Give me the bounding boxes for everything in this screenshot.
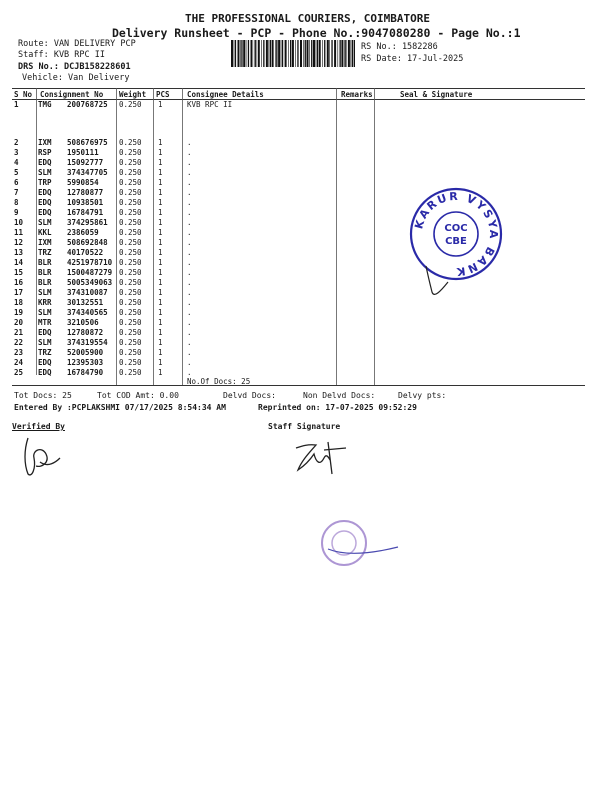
weight-cell: 0.250 — [119, 288, 142, 297]
consignment-prefix: EDQ — [38, 358, 52, 367]
pcs-cell: 1 — [158, 288, 163, 297]
col-consignee: Consignee Details — [187, 90, 264, 99]
company-title: THE PROFESSIONAL COURIERS, COIMBATORE — [185, 12, 431, 25]
table-row — [12, 158, 372, 168]
delvd-docs: Delvd Docs: — [223, 391, 276, 400]
weight-cell: 0.250 — [119, 228, 142, 237]
weight-cell: 0.250 — [119, 298, 142, 307]
weight-cell: 0.250 — [119, 268, 142, 277]
consignment-number: 374295861 — [67, 218, 108, 227]
table-row — [12, 358, 372, 368]
pcs-cell: 1 — [158, 228, 163, 237]
weight-cell: 0.250 — [119, 178, 142, 187]
table-row — [12, 228, 372, 238]
consignment-number: 200768725 — [67, 100, 108, 109]
weight-cell: 0.250 — [119, 258, 142, 267]
sno-cell: 15 — [14, 268, 24, 277]
table-row — [12, 288, 372, 298]
table-row — [12, 318, 372, 328]
sno-cell: 14 — [14, 258, 24, 267]
consignee-cell: . — [187, 208, 192, 217]
col-weight: Weight — [119, 90, 147, 99]
staff-signature-mark — [288, 436, 352, 480]
table-row — [12, 168, 372, 178]
consignment-number: 30132551 — [67, 298, 104, 307]
consignment-prefix: SLM — [38, 308, 52, 317]
ink-stamp-smudge — [318, 513, 404, 579]
consignment-prefix: BLR — [38, 258, 52, 267]
weight-cell: 0.250 — [119, 368, 142, 377]
sno-cell: 5 — [14, 168, 19, 177]
table-row — [12, 178, 372, 188]
sno-cell: 17 — [14, 288, 24, 297]
consignment-number: 40170522 — [67, 248, 104, 257]
consignment-prefix: EDQ — [38, 328, 52, 337]
consignment-number: 1500487279 — [67, 268, 113, 277]
pcs-cell: 1 — [158, 268, 163, 277]
pcs-cell: 1 — [158, 368, 163, 377]
consignment-prefix: RSP — [38, 148, 52, 157]
consignment-prefix: EDQ — [38, 208, 52, 217]
col-remarks: Remarks — [341, 90, 373, 99]
consignee-cell: . — [187, 328, 192, 337]
pcs-cell: 1 — [158, 358, 163, 367]
route-label: Route: VAN DELIVERY PCP — [18, 39, 136, 49]
consignee-cell: . — [187, 278, 192, 287]
verified-by-label: Verified By — [12, 422, 65, 431]
consignment-prefix: BLR — [38, 268, 52, 277]
consignment-prefix: EDQ — [38, 188, 52, 197]
pcs-cell: 1 — [158, 178, 163, 187]
pcs-cell: 1 — [158, 148, 163, 157]
table-row — [12, 208, 372, 218]
consignee-cell: . — [187, 148, 192, 157]
consignment-number: 374347705 — [67, 168, 108, 177]
no-of-docs: No.Of Docs: 25 — [187, 377, 251, 386]
sno-cell: 20 — [14, 318, 24, 327]
sno-cell: 13 — [14, 248, 24, 257]
consignee-cell: . — [187, 248, 192, 257]
sno-cell: 23 — [14, 348, 24, 357]
vehicle-label: Vehicle: Van Delivery — [22, 73, 130, 83]
sno-cell: 3 — [14, 148, 19, 157]
pcs-cell: 1 — [158, 318, 163, 327]
pcs-cell: 1 — [158, 258, 163, 267]
pcs-cell: 1 — [158, 338, 163, 347]
consignee-cell: . — [187, 348, 192, 357]
pcs-cell: 1 — [158, 198, 163, 207]
sno-cell: 11 — [14, 228, 24, 237]
consignment-number: 374340565 — [67, 308, 108, 317]
weight-cell: 0.250 — [119, 100, 142, 109]
consignment-prefix: SLM — [38, 218, 52, 227]
consignment-number: 3210506 — [67, 318, 99, 327]
tot-cod: Tot COD Amt: 0.00 — [97, 391, 179, 400]
consignment-rows — [12, 0, 372, 800]
consignee-cell: . — [187, 358, 192, 367]
sno-cell: 21 — [14, 328, 24, 337]
weight-cell: 0.250 — [119, 348, 142, 357]
pcs-cell: 1 — [158, 168, 163, 177]
sno-cell: 22 — [14, 338, 24, 347]
consignment-number: 508692848 — [67, 238, 108, 247]
consignment-number: 16784791 — [67, 208, 104, 217]
weight-cell: 0.250 — [119, 168, 142, 177]
col-consignment: Consignment No — [40, 90, 104, 99]
consignment-number: 5005349063 — [67, 278, 113, 287]
weight-cell: 0.250 — [119, 148, 142, 157]
col-seal: Seal & Signature — [400, 90, 473, 99]
consignee-cell: . — [187, 268, 192, 277]
table-row — [12, 148, 372, 158]
entered-by: Entered By :PCPLAKSHMI 07/17/2025 8:54:34 AM — [14, 403, 226, 412]
consignment-number: 508676975 — [67, 138, 108, 147]
consignment-number: 16784790 — [67, 368, 104, 377]
weight-cell: 0.250 — [119, 278, 142, 287]
tot-docs: Tot Docs: 25 — [14, 391, 72, 400]
consignment-prefix: TRP — [38, 178, 52, 187]
consignee-cell: . — [187, 168, 192, 177]
sno-cell: 19 — [14, 308, 24, 317]
consignment-prefix: SLM — [38, 338, 52, 347]
consignment-prefix: IXM — [38, 138, 52, 147]
sno-cell: 16 — [14, 278, 24, 287]
consignee-cell: . — [187, 368, 192, 377]
consignment-prefix: IXM — [38, 238, 52, 247]
weight-cell: 0.250 — [119, 158, 142, 167]
consignee-cell: . — [187, 308, 192, 317]
table-row — [12, 278, 372, 288]
table-row — [12, 188, 372, 198]
consignee-cell: . — [187, 218, 192, 227]
sno-cell: 1 — [14, 100, 19, 109]
sno-cell: 9 — [14, 208, 19, 217]
sno-cell: 7 — [14, 188, 19, 197]
consignee-cell: . — [187, 188, 192, 197]
table-row — [12, 238, 372, 248]
consignment-number: 374310087 — [67, 288, 108, 297]
consignment-number: 52005900 — [67, 348, 104, 357]
pcs-cell: 1 — [158, 100, 163, 109]
consignment-prefix: EDQ — [38, 158, 52, 167]
consignee-cell: . — [187, 298, 192, 307]
sno-cell: 25 — [14, 368, 24, 377]
stamp-center-bottom: CBE — [445, 236, 467, 247]
consignee-cell: KVB RPC II — [187, 100, 233, 109]
col-sno: S No — [14, 90, 33, 99]
consignment-number: 2386059 — [67, 228, 99, 237]
pcs-cell: 1 — [158, 278, 163, 287]
table-row — [12, 248, 372, 258]
runsheet-title: Delivery Runsheet - PCP - Phone No.:9047080280 - Page No.:1 — [112, 26, 521, 40]
pcs-cell: 1 — [158, 158, 163, 167]
table-row — [12, 138, 372, 148]
table-row — [12, 100, 372, 110]
consignment-number: 12780872 — [67, 328, 104, 337]
sno-cell: 18 — [14, 298, 24, 307]
sno-cell: 12 — [14, 238, 24, 247]
table-row — [12, 198, 372, 208]
sno-cell: 24 — [14, 358, 24, 367]
consignee-cell: . — [187, 338, 192, 347]
weight-cell: 0.250 — [119, 248, 142, 257]
weight-cell: 0.250 — [119, 138, 142, 147]
consignment-prefix: EDQ — [38, 368, 52, 377]
sno-cell: 8 — [14, 198, 19, 207]
staff-signature-label: Staff Signature — [268, 422, 341, 431]
table-row — [12, 338, 372, 348]
table-row — [12, 258, 372, 268]
pcs-cell: 1 — [158, 208, 163, 217]
non-delvd-docs: Non Delvd Docs: — [303, 391, 376, 400]
sno-cell: 2 — [14, 138, 19, 147]
consignment-prefix: TRZ — [38, 248, 52, 257]
consignment-prefix: MTR — [38, 318, 52, 327]
table-row — [12, 298, 372, 308]
weight-cell: 0.250 — [119, 208, 142, 217]
consignment-prefix: BLR — [38, 278, 52, 287]
consignment-prefix: KRR — [38, 298, 52, 307]
consignment-prefix: SLM — [38, 168, 52, 177]
pcs-cell: 1 — [158, 218, 163, 227]
consignment-number: 1950111 — [67, 148, 99, 157]
weight-cell: 0.250 — [119, 338, 142, 347]
consignment-number: 10938501 — [67, 198, 104, 207]
pcs-cell: 1 — [158, 138, 163, 147]
drs-number: DRS No.: DCJB158228601 — [18, 62, 131, 72]
consignee-cell: . — [187, 228, 192, 237]
table-row — [12, 218, 372, 228]
sno-cell: 6 — [14, 178, 19, 187]
pcs-cell: 1 — [158, 298, 163, 307]
table-row — [12, 268, 372, 278]
consignment-prefix: SLM — [38, 288, 52, 297]
consignment-prefix: TRZ — [38, 348, 52, 357]
consignment-prefix: TMG — [38, 100, 52, 109]
consignee-cell: . — [187, 178, 192, 187]
verifier-signature — [18, 432, 66, 480]
col-pcs: PCS — [156, 90, 170, 99]
weight-cell: 0.250 — [119, 198, 142, 207]
consignee-cell: . — [187, 238, 192, 247]
pcs-cell: 1 — [158, 348, 163, 357]
rs-date: RS Date: 17-Jul-2025 — [361, 54, 464, 64]
consignment-number: 12780877 — [67, 188, 104, 197]
pcs-cell: 1 — [158, 238, 163, 247]
consignee-cell: . — [187, 318, 192, 327]
delvy-pts: Delvy pts: — [398, 391, 447, 400]
weight-cell: 0.250 — [119, 328, 142, 337]
consignment-number: 5990854 — [67, 178, 99, 187]
weight-cell: 0.250 — [119, 188, 142, 197]
sno-cell: 10 — [14, 218, 24, 227]
weight-cell: 0.250 — [119, 318, 142, 327]
consignee-cell: . — [187, 138, 192, 147]
table-row — [12, 348, 372, 358]
weight-cell: 0.250 — [119, 358, 142, 367]
consignment-number: 15092777 — [67, 158, 104, 167]
consignee-cell: . — [187, 288, 192, 297]
consignment-prefix: KKL — [38, 228, 52, 237]
reprinted-on: Reprinted on: 17-07-2025 09:52:29 — [258, 403, 417, 412]
stamp-bank-text: KARUR VYSYA BANK — [412, 189, 501, 279]
consignment-number: 374319554 — [67, 338, 108, 347]
pcs-cell: 1 — [158, 188, 163, 197]
table-row — [12, 328, 372, 338]
pcs-cell: 1 — [158, 248, 163, 257]
seal-signature-scribble — [418, 262, 458, 302]
pcs-cell: 1 — [158, 308, 163, 317]
consignment-prefix: EDQ — [38, 198, 52, 207]
pcs-cell: 1 — [158, 328, 163, 337]
weight-cell: 0.250 — [119, 238, 142, 247]
rs-number: RS No.: 1582286 — [361, 42, 438, 52]
weight-cell: 0.250 — [119, 218, 142, 227]
weight-cell: 0.250 — [119, 308, 142, 317]
consignment-number: 4251978710 — [67, 258, 113, 267]
consignee-cell: . — [187, 198, 192, 207]
table-row — [12, 308, 372, 318]
sno-cell: 4 — [14, 158, 19, 167]
consignee-cell: . — [187, 258, 192, 267]
consignee-cell: . — [187, 158, 192, 167]
staff-label: Staff: KVB RPC II — [18, 50, 105, 60]
consignment-number: 12395303 — [67, 358, 104, 367]
stamp-center-top: COC — [444, 223, 468, 234]
